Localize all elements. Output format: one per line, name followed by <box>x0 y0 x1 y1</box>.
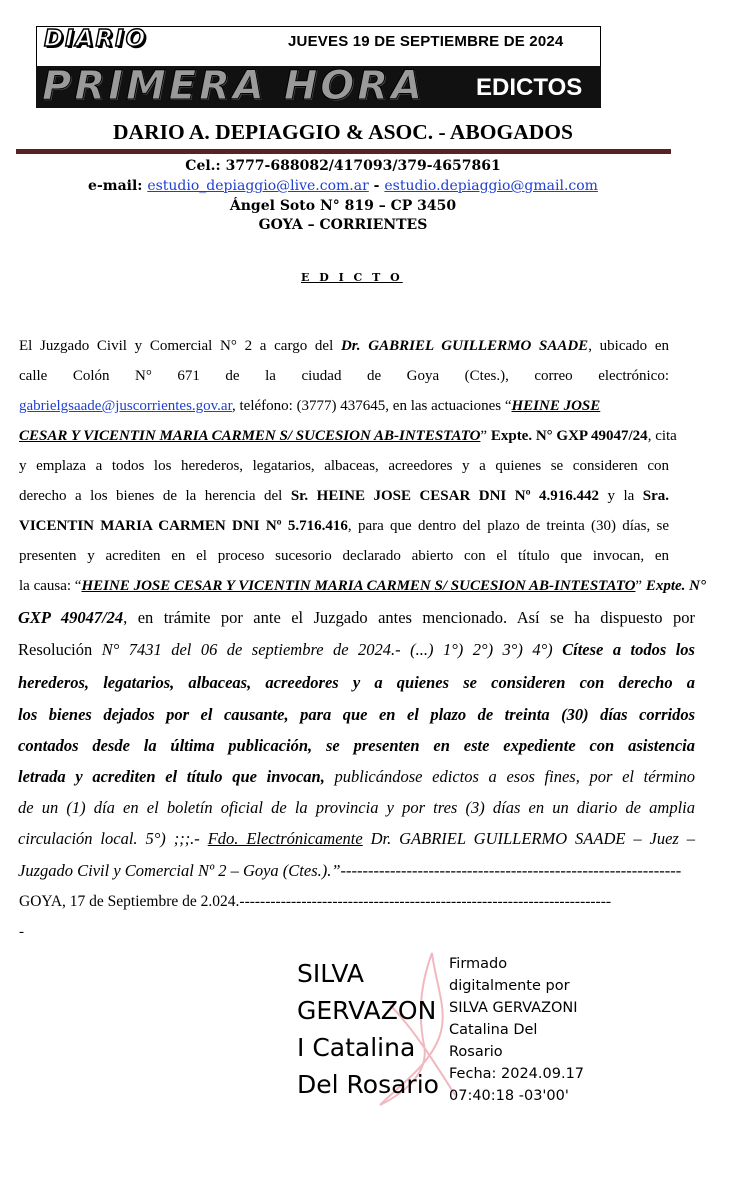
text: Sra. <box>642 488 669 504</box>
text: ” <box>480 428 491 444</box>
text: la causa: “ <box>19 578 82 594</box>
signature-name-line: GERVAZON <box>297 996 437 1025</box>
text: , para que dentro del plazo de treinta (30) días, se <box>347 518 669 534</box>
masthead-diario: DIARIO <box>44 26 148 52</box>
masthead-date: JUEVES 19 DE SEPTIEMBRE DE 2024 <box>288 33 564 50</box>
masthead-primera-hora: PRIMERA HORA <box>42 66 426 108</box>
case-name: HEINE JOSE <box>511 398 601 414</box>
email-link-2[interactable]: estudio.depiaggio@gmail.com <box>384 178 598 194</box>
body-line <box>18 641 695 659</box>
text: Resolución <box>18 640 102 659</box>
text: , cita <box>647 428 677 444</box>
signature-name <box>297 955 439 1103</box>
body-line: los bienes dejados por el causante, para que en el plazo de treinta (30) días corridos <box>18 705 695 724</box>
law-firm-name: DARIO A. DEPIAGGIO & ASOC. - ABOGADOS <box>113 120 573 144</box>
text: derecho a los bienes de la herencia del <box>19 488 291 504</box>
resolution-ref: N° 7431 del 06 de septiembre de 2024.- (...) 1°) 2°) 3°) 4°) <box>101 640 563 659</box>
body-line: Juzgado Civil y Comercial Nº 2 – Goya (Ctes.).”-------------------------------------------------------------- <box>18 862 682 880</box>
signature-name-line: SILVA <box>297 959 365 988</box>
signature-info-line: Rosario <box>449 1044 503 1060</box>
body-line <box>19 517 669 535</box>
body-line <box>19 487 669 505</box>
signature-name-line: Del Rosario <box>297 1070 439 1099</box>
email-label: e-mail: <box>88 178 148 194</box>
resolution-text: Cítese a todos los <box>562 640 695 659</box>
body-line <box>18 768 695 786</box>
case-number: GXP 49047/24 <box>18 608 124 627</box>
signed-electronically: Fdo. Electrónicamente <box>207 829 363 848</box>
case-name: HEINE JOSE CESAR Y VICENTIN MARIA CARMEN S/ SUCESION AB-INTESTATO <box>81 578 636 594</box>
text: y la <box>599 488 643 504</box>
court-email-link[interactable]: gabrielgsaade@juscorrientes.gov.ar <box>19 398 232 414</box>
body-line: de un (1) día en el boletín oficial de la provincia y por tres (3) días en un diario de amplia <box>18 798 695 817</box>
newspaper-masthead <box>36 26 601 108</box>
letterhead-rule <box>16 149 671 154</box>
case-number: Expte. N° GXP 49047/24 <box>490 428 648 444</box>
firm-address: Ángel Soto N° 819 – CP 3450 <box>229 198 457 214</box>
body-line: presenten y acrediten en el proceso sucesorio declarado abierto con el título que invocan, en <box>19 548 669 564</box>
body-line: GOYA, 17 de Septiembre de 2.024.------------------------------------------------------------------------ <box>19 893 612 910</box>
body-line <box>19 397 669 415</box>
text: El Juzgado Civil y Comercial N° 2 a cargo del <box>19 338 341 354</box>
text: publicándose edictos a esos fines, por el término <box>324 767 695 786</box>
email-link-1[interactable]: estudio_depiaggio@live.com.ar <box>147 178 369 194</box>
body-line: - <box>19 924 24 940</box>
signature-info-line: 07:40:18 -03'00' <box>449 1088 569 1104</box>
body-line <box>19 337 669 355</box>
firm-city: GOYA – CORRIENTES <box>258 217 428 233</box>
case-name: CESAR Y VICENTIN MARIA CARMEN S/ SUCESION AB-INTESTATO <box>19 428 481 444</box>
text: circulación local. 5°) ;;;.- <box>18 829 208 848</box>
body-line <box>18 609 695 627</box>
body-line <box>19 427 677 445</box>
judge-name: Dr. GABRIEL GUILLERMO SAADE <box>340 338 589 354</box>
signature-info-line: Fecha: 2024.09.17 <box>449 1066 585 1082</box>
text: , en trámite por ante el Juzgado antes mencionado. Así se ha dispuesto por <box>123 608 695 627</box>
case-number: Expte. N° <box>645 578 707 594</box>
masthead-section: EDICTOS <box>476 74 583 101</box>
deceased-1: Sr. HEINE JOSE CESAR DNI Nº 4.916.442 <box>290 488 599 504</box>
body-line: contados desde la última publicación, se presenten en este expediente con asistencia <box>18 736 695 755</box>
text: , teléfono: (3777) 437645, en las actuaciones “ <box>232 398 512 414</box>
signature-info-line: SILVA GERVAZONI <box>449 1000 578 1016</box>
edicto-title: E D I C T O <box>301 271 403 284</box>
signature-details <box>449 953 584 1107</box>
body-line <box>18 830 695 848</box>
body-line: y emplaza a todos los herederos, legatarios, albaceas, acreedores y a quienes se consideren con <box>19 458 669 474</box>
email-separator: - <box>368 178 385 194</box>
body-line <box>19 577 707 595</box>
signature-name-line: I Catalina <box>297 1033 416 1062</box>
signature-info-line: Catalina Del <box>449 1022 538 1038</box>
text: ” <box>635 578 646 594</box>
signature-info-line: Firmado <box>449 956 508 972</box>
body-line: herederos, legatarios, albaceas, acreedores y a quienes se consideren con derecho a <box>18 673 695 692</box>
firm-phone: Cel.: 3777-688082/417093/379-4657861 <box>185 158 501 174</box>
firm-email-line <box>0 177 686 195</box>
deceased-2: VICENTIN MARIA CARMEN DNI Nº 5.716.416 <box>19 518 348 534</box>
resolution-text: letrada y acrediten el título que invocan, <box>18 767 325 786</box>
text: , ubicado en <box>588 338 670 354</box>
text: Dr. GABRIEL GUILLERMO SAADE – Juez – <box>362 829 695 848</box>
body-line: calle Colón N° 671 de la ciudad de Goya (Ctes.), correo electrónico: <box>19 368 669 384</box>
signature-info-line: digitalmente por <box>449 978 570 994</box>
